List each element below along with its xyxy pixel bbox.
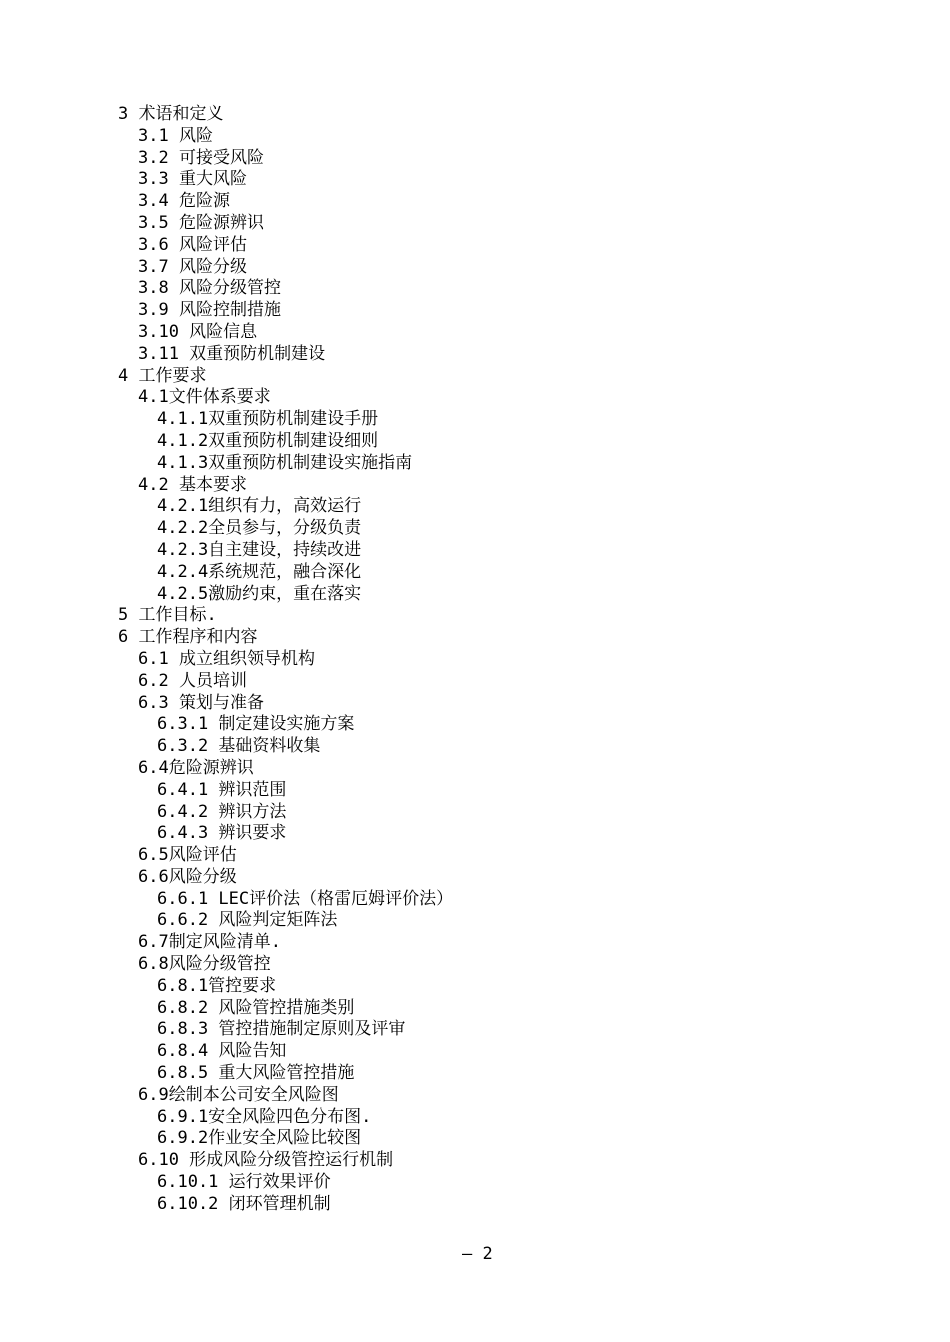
toc-entry: 3.6 风险评估 <box>138 234 247 255</box>
toc-entry: 3.3 重大风险 <box>138 169 247 190</box>
toc-entry: 4.1.2双重预防机制建设细则 <box>157 430 379 451</box>
toc-entry: 3.9 风险控制措施 <box>138 300 281 321</box>
toc-entry: 6.9.2作业安全风险比较图 <box>157 1128 362 1149</box>
toc-entry: 6.3.2 基础资料收集 <box>157 736 321 757</box>
toc-entry: 4 工作要求 <box>118 365 207 386</box>
toc-entry: 6.6.1 LEC评价法（格雷厄姆评价法） <box>157 888 454 909</box>
toc-entry: 4.2.5激励约束，重在落实 <box>157 583 362 604</box>
toc-entry: 6.5风险评估 <box>138 845 237 866</box>
toc-entry: 6.1 成立组织领导机构 <box>138 648 315 669</box>
table-of-contents <box>118 104 898 1216</box>
toc-entry: 4.1.1双重预防机制建设手册 <box>157 409 379 430</box>
toc-entry: 3.8 风险分级管控 <box>138 278 281 299</box>
toc-entry: 3.5 危险源辨识 <box>138 212 264 233</box>
page-number: – 2 <box>462 1244 493 1264</box>
toc-entry: 3.2 可接受风险 <box>138 147 264 168</box>
toc-entry: 4.2 基本要求 <box>138 474 247 495</box>
toc-entry: 6.8.1管控要求 <box>157 975 277 996</box>
toc-entry: 6.8.4 风险告知 <box>157 1041 287 1062</box>
toc-entry: 6.3 策划与准备 <box>138 692 264 713</box>
toc-entry: 6.9.1安全风险四色分布图. <box>157 1106 372 1127</box>
toc-entry: 6.8.3 管控措施制定原则及评审 <box>157 1019 406 1040</box>
toc-entry: 4.1.3双重预防机制建设实施指南 <box>157 452 413 473</box>
toc-entry: 6.10 形成风险分级管控运行机制 <box>138 1150 394 1171</box>
toc-entry: 3.10 风险信息 <box>138 321 258 342</box>
toc-entry: 3.11 双重预防机制建设 <box>138 343 326 364</box>
toc-entry: 4.1文件体系要求 <box>138 387 271 408</box>
toc-entry: 4.2.3自主建设，持续改进 <box>157 539 362 560</box>
toc-entry: 6.10.1 运行效果评价 <box>157 1172 331 1193</box>
toc-entry: 6.2 人员培训 <box>138 670 247 691</box>
toc-entry: 6.4.1 辨识范围 <box>157 779 287 800</box>
toc-entry: 6.4.2 辨识方法 <box>157 801 287 822</box>
toc-entry: 6.10.2 闭环管理机制 <box>157 1193 331 1214</box>
toc-entry: 3.7 风险分级 <box>138 256 247 277</box>
toc-entry: 3 术语和定义 <box>118 104 224 124</box>
toc-entry: 6.6.2 风险判定矩阵法 <box>157 910 338 931</box>
toc-entry: 6.8风险分级管控 <box>138 954 271 975</box>
toc-entry: 6.8.2 风险管控措施类别 <box>157 997 355 1018</box>
toc-entry: 6 工作程序和内容 <box>118 627 258 648</box>
toc-entry: 4.2.2全员参与，分级负责 <box>157 518 362 539</box>
toc-entry: 6.4.3 辨识要求 <box>157 823 287 844</box>
toc-entry: 6.6风险分级 <box>138 866 237 887</box>
toc-entry: 4.2.4系统规范，融合深化 <box>157 561 362 582</box>
toc-entry: 6.9绘制本公司安全风险图 <box>138 1084 339 1105</box>
toc-entry: 6.4危险源辨识 <box>138 757 254 778</box>
toc-entry: 3.4 危险源 <box>138 191 230 212</box>
toc-entry: 5 工作目标. <box>118 605 217 626</box>
toc-entry: 6.7制定风险清单. <box>138 932 281 953</box>
toc-entry: 3.1 风险 <box>138 125 213 146</box>
toc-entry: 6.8.5 重大风险管控措施 <box>157 1063 355 1084</box>
toc-entry: 6.3.1 制定建设实施方案 <box>157 714 355 735</box>
toc-entry: 4.2.1组织有力，高效运行 <box>157 496 362 517</box>
